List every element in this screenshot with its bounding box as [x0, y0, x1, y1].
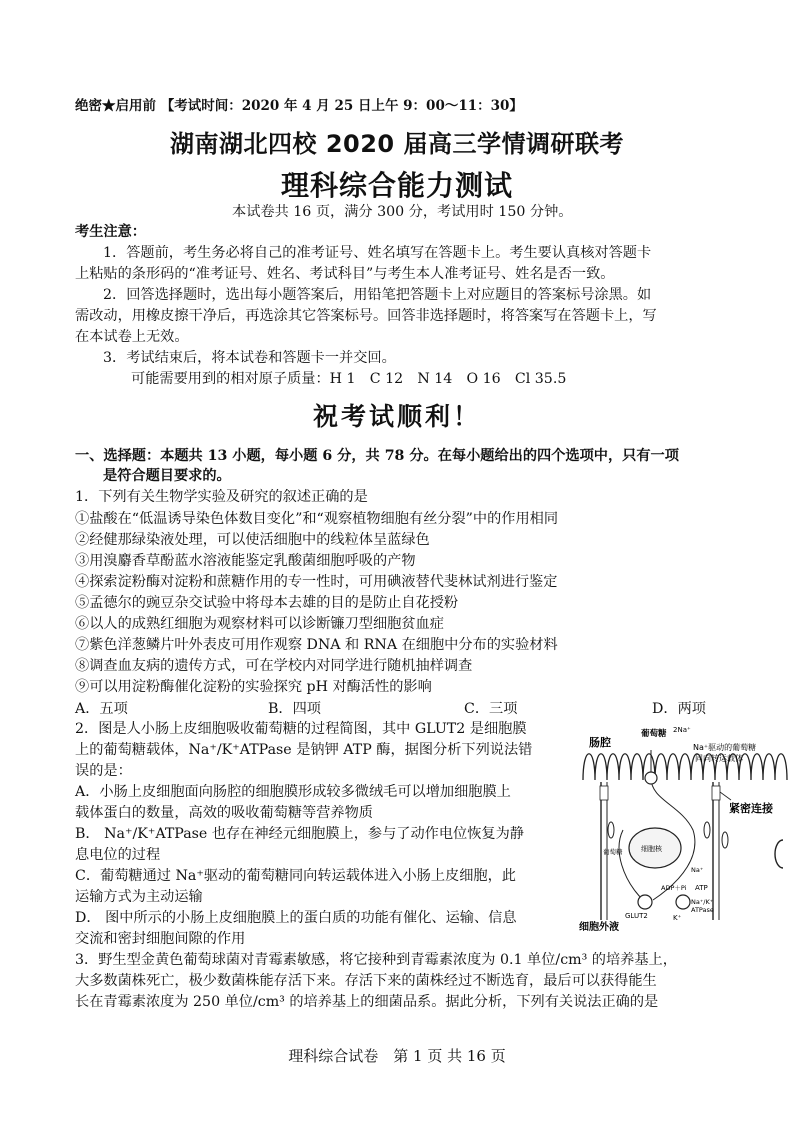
label-nucleus: 细胞核 — [641, 845, 662, 853]
q1-item: ②经健那绿染液处理，可以使活细胞中的线粒体呈蓝绿色 — [75, 532, 430, 548]
tight-junction-right — [712, 786, 720, 800]
label-na: Na⁺ — [691, 866, 704, 874]
q2-option-a: A．小肠上皮细胞面向肠腔的细胞膜形成较多微绒毛可以增加细胞膜上 — [75, 784, 511, 800]
section-heading: 一、选择题：本题共 13 小题，每小题 6 分，共 78 分。在每小题给出的四个选项中，只有一项 — [75, 448, 679, 464]
label-glucose-small: 葡萄糖 — [603, 848, 623, 856]
q2-option-b: B． Na⁺/K⁺ATPase 也存在神经元细胞膜上，参与了动作电位恢复为静 — [75, 826, 524, 842]
exam-title: 湖南湖北四校 2020 届高三学情调研联考 — [169, 130, 624, 158]
label-lumen: 肠腔 — [589, 736, 611, 749]
q2-stem: 2．图是人小肠上皮细胞吸收葡萄糖的过程简图，其中 GLUT2 是细胞膜 — [75, 721, 527, 737]
label-adp: ADP＋Pi — [661, 884, 687, 892]
label-glut2: GLUT2 — [625, 912, 648, 920]
q1-item: ⑤孟德尔的豌豆杂交试验中将母本去雄的目的是防止自花授粉 — [75, 595, 459, 611]
glucose-path — [651, 750, 695, 900]
pump-shape — [676, 895, 690, 909]
q2-option-c: C．葡萄糖通过 Na⁺驱动的葡萄糖同向转运载体进入小肠上皮细胞，此 — [75, 868, 516, 884]
q3-line: 大多数菌株死亡，极少数菌株能存活下来。存活下来的菌株经过不断选育，最后可以获得能生 — [75, 973, 657, 989]
exam-time-line: 绝密★启用前 【考试时间：2020 年 4 月 25 日上午 9：00～11：30】 — [75, 98, 523, 114]
notice-line: 上粘贴的条形码的“准考证号、姓名、考试科目”与考生本人准考证号、姓名是否一致。 — [75, 266, 615, 282]
q1-item: ⑧调查血友病的遗传方式，可在学校内对同学进行随机抽样调查 — [75, 658, 473, 674]
q2-option-d: D． 图中所示的小肠上皮细胞膜上的蛋白质的功能有催化、运输、信息 — [75, 910, 517, 926]
cotransporter-shape — [645, 772, 657, 784]
notice-line: 1．答题前，考生务必将自己的准考证号、姓名填写在答题卡上。考生要认真核对答题卡 — [103, 245, 652, 261]
q2-stem: 上的葡萄糖载体，Na⁺/K⁺ATPase 是钠钾 ATP 酶，据图分析下列说法错 — [75, 742, 533, 758]
label-atp: ATP — [695, 884, 708, 892]
q1-option-d: D．两项 — [652, 701, 706, 717]
q1-option-c: C．三项 — [464, 701, 518, 717]
page-footer: 理科综合试卷 第 1 页 共 16 页 — [288, 1047, 506, 1065]
label-tight-junction: 紧密连接 — [729, 802, 773, 815]
label-extracellular: 细胞外液 — [579, 922, 619, 932]
notice-line: 需改动，用橡皮擦干净后，再选涂其它答案标号。回答非选择题时，将答案写在答题卡上，写 — [75, 308, 657, 324]
q1-item: ⑦紫色洋葱鳞片叶外表皮可用作观察 DNA 和 RNA 在细胞中分布的实验材料 — [75, 637, 558, 653]
q1-item: ⑨可以用淀粉酶催化淀粉的实验探究 pH 对酶活性的影响 — [75, 679, 432, 695]
blessing-text: 祝考试顺利！ — [312, 402, 481, 431]
label-cotransporter: Na⁺驱动的葡萄糖 — [693, 743, 757, 752]
notice-heading: 考生注意： — [75, 224, 146, 240]
label-pump: Na⁺/K⁺ — [691, 898, 714, 906]
q2-option-b-cont: 息电位的过程 — [75, 847, 161, 863]
q2-option-a-cont: 载体蛋白的数量，高效的吸收葡萄糖等营养物质 — [75, 805, 373, 821]
label-2na: 2Na⁺ — [673, 726, 691, 734]
label-cotransporter: 同向转运载体 — [695, 754, 743, 763]
q1-item: ①盐酸在“低温诱导染色体数目变化”和“观察植物细胞有丝分裂”中的作用相同 — [75, 511, 559, 527]
q1-item: ③用溴麝香草酚蓝水溶液能鉴定乳酸菌细胞呼吸的产物 — [75, 553, 416, 569]
microvilli-border — [583, 754, 787, 780]
q1-stem: 1．下列有关生物学实验及研究的叙述正确的是 — [75, 489, 368, 505]
label-k: K⁺ — [673, 914, 682, 922]
q1-item: ⑥以人的成熟红细胞为观察材料可以诊断镰刀型细胞贫血症 — [75, 616, 444, 632]
q2-stem: 误的是： — [75, 763, 132, 779]
exam-subtitle: 理科综合能力测试 — [280, 169, 513, 202]
q1-item: ④探索淀粉酶对淀粉和蔗糖作用的专一性时，可用碘液替代斐林试剂进行鉴定 — [75, 574, 558, 590]
q1-option-b: B．四项 — [268, 701, 321, 717]
glut2-shape — [638, 895, 652, 909]
section-heading-cont: 是符合题目要求的。 — [103, 468, 231, 484]
q2-option-d-cont: 交流和密封细胞间隙的作用 — [75, 931, 246, 947]
q2-option-c-cont: 运输方式为主动运输 — [75, 889, 203, 905]
q3-line: 3．野生型金黄色葡萄球菌对青霉素敏感，将它接种到青霉素浓度为 0.1 单位/cm³ 的培养基上， — [75, 952, 677, 968]
label-pump: ATPase — [691, 906, 714, 914]
notice-line: 2．回答选择题时，选出每小题答案后，用铅笔把答题卡上对应题目的答案标号涂黑。如 — [103, 287, 652, 303]
q1-option-a: A．五项 — [75, 701, 128, 717]
q3-line: 长在青霉素浓度为 250 单位/cm³ 的培养基上的细菌品系。据此分析，下列有关说法正确的是 — [75, 994, 659, 1010]
intestinal-cell-diagram — [573, 720, 794, 932]
exam-info: 本试卷共 16 页，满分 300 分，考试用时 150 分钟。 — [232, 204, 573, 220]
notice-line: 3．考试结束后，将本试卷和答题卡一并交回。 — [103, 350, 396, 366]
label-glucose: 葡萄糖 — [641, 729, 667, 739]
notice-line: 在本试卷上无效。 — [75, 329, 189, 345]
tight-junction-left — [600, 786, 608, 800]
atomic-mass-line: 可能需要用到的相对原子质量：H 1 C 12 N 14 O 16 Cl 35.5 — [131, 371, 567, 387]
